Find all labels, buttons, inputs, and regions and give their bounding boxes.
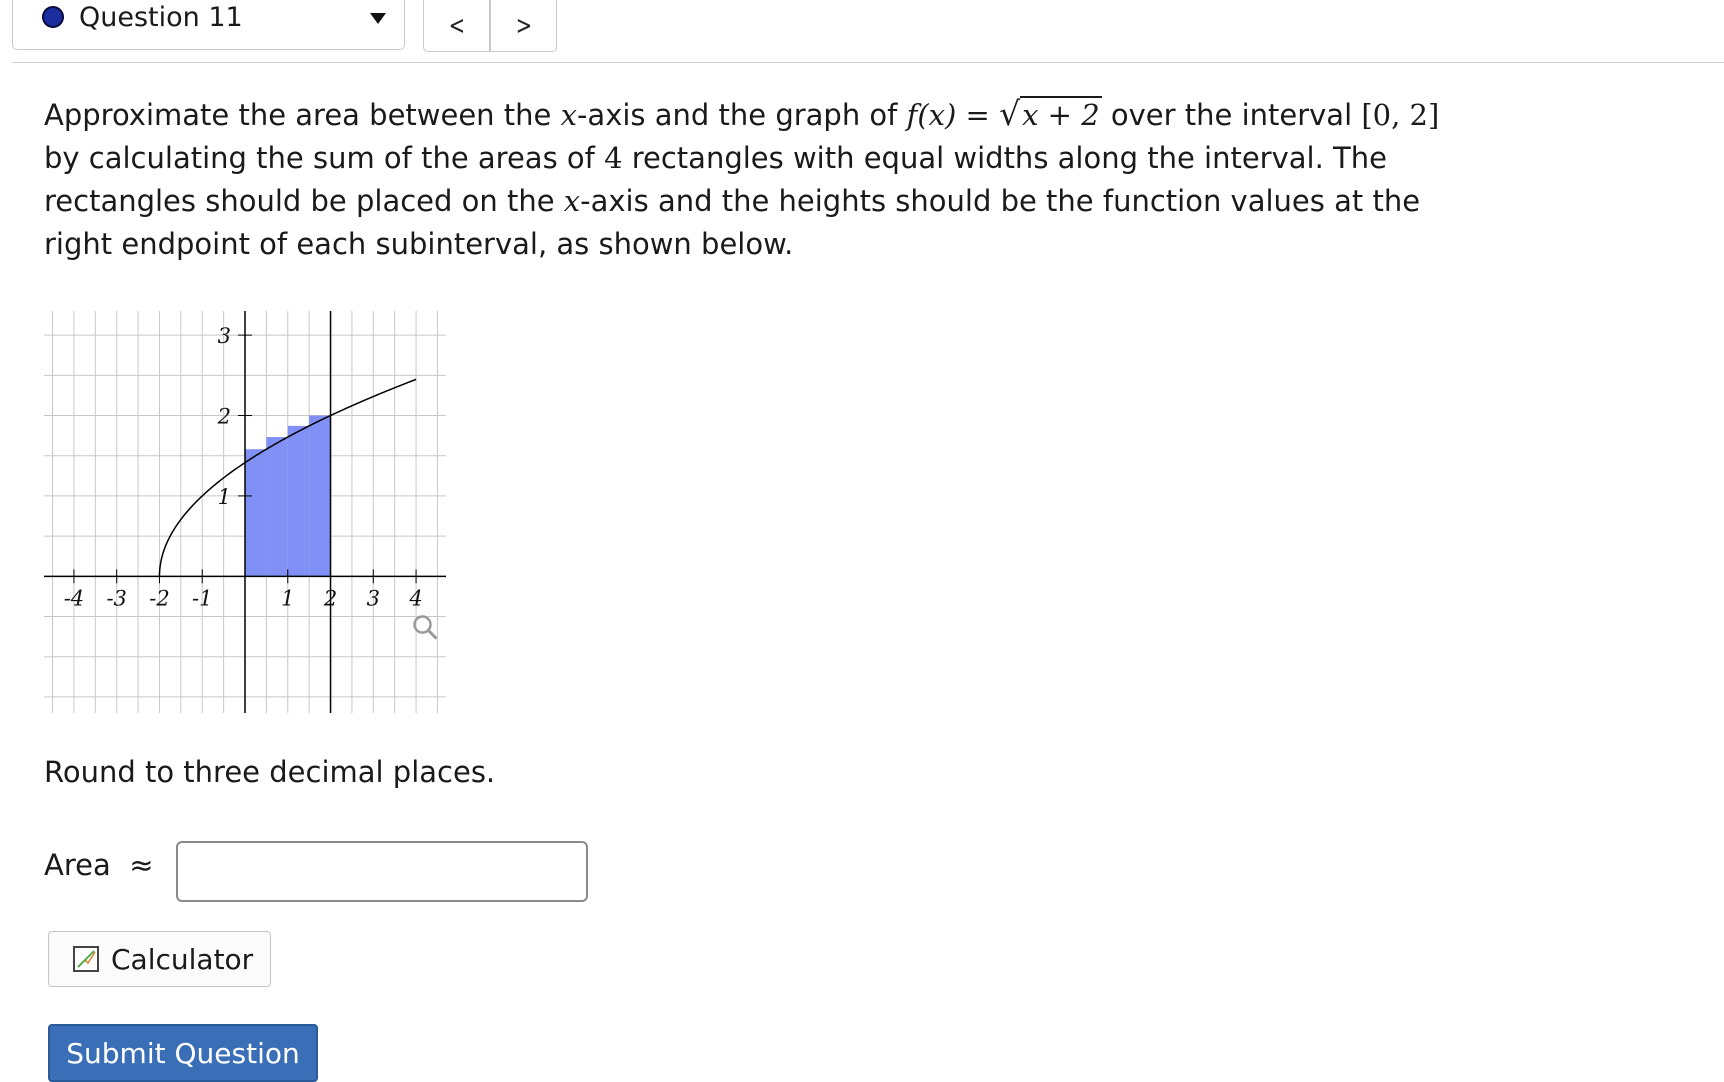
function-name: f(x) <box>906 98 957 132</box>
function-graph[interactable] <box>44 311 446 713</box>
x-tick-label: -1 <box>191 586 213 611</box>
x-tick-label: -4 <box>63 586 85 611</box>
riemann-rectangle <box>266 437 287 576</box>
y-tick-label: 2 <box>217 404 231 429</box>
x-tick-label: -2 <box>149 586 170 611</box>
question-label: Question 11 <box>79 2 243 33</box>
y-tick-label: 1 <box>217 484 231 509</box>
x-tick-label: 1 <box>281 586 295 611</box>
area-input[interactable] <box>176 841 588 902</box>
x-tick-label: 2 <box>323 586 338 611</box>
submit-question-button[interactable]: Submit Question <box>48 1024 318 1082</box>
round-instruction: Round to three decimal places. <box>44 755 496 789</box>
x-tick-label: -3 <box>106 586 127 611</box>
y-tick-label: 3 <box>217 324 231 349</box>
riemann-rectangle <box>245 449 266 576</box>
question-selector[interactable] <box>12 0 405 50</box>
chevron-left-icon: < <box>448 11 465 41</box>
next-question-button[interactable] <box>489 0 556 51</box>
prev-question-button[interactable] <box>424 0 489 51</box>
status-dot-icon <box>42 6 64 28</box>
riemann-rectangle <box>309 416 330 577</box>
calculator-graph-icon <box>73 946 99 972</box>
magnifier-icon <box>414 617 430 633</box>
sqrt-expression: √x + 2 <box>999 94 1100 133</box>
riemann-rectangle <box>288 426 309 576</box>
question-text: Approximate the area between the x-axis and the graph of f(x) = √x + 2 over the interval [0, 2] by calculating the sum of the areas of 4 rectangles with equal widths along the interval. The rectangles should be placed on the x-axis and the heights should be the function values at the right endpoint of each subinterval, as shown below. <box>44 94 1440 261</box>
chevron-right-icon: > <box>515 11 532 41</box>
interval: [0, 2] <box>1361 98 1440 132</box>
calculator-button[interactable]: Calculator <box>48 931 271 987</box>
question-nav <box>423 0 557 52</box>
x-tick-label: 3 <box>366 586 380 611</box>
area-label: Area ≈ <box>44 848 154 882</box>
caret-down-icon <box>370 13 386 24</box>
x-tick-label: 4 <box>409 586 423 611</box>
magnifier-handle <box>428 631 436 639</box>
header-divider <box>12 62 1724 63</box>
